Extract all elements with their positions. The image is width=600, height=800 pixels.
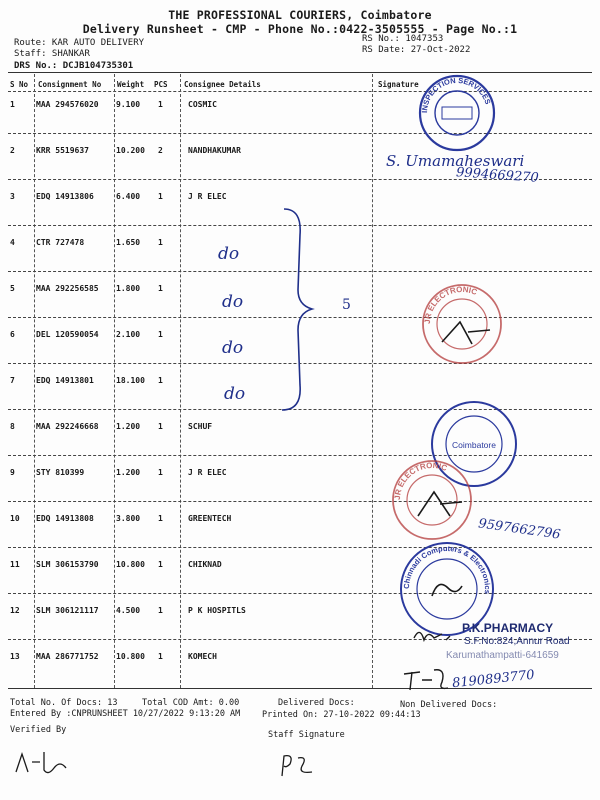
entered-by: Entered By :CNPRUNSHEET 10/27/2022 9:13:20 AM: [10, 709, 241, 719]
row-weight: 1.800: [116, 284, 141, 293]
col-weight: Weight: [117, 80, 145, 89]
row-consignee: SCHUF: [188, 422, 213, 431]
pk-pharmacy-stamp-name: P.K.PHARMACY: [462, 621, 554, 635]
row-consignee: P K HOSPITLS: [188, 606, 246, 615]
row-divider: [8, 593, 592, 594]
row-weight: 10.200: [116, 146, 145, 155]
row-pcs: 1: [158, 652, 163, 661]
col-signature: Signature: [378, 80, 419, 89]
table-row: [8, 560, 592, 605]
row-consignment: EDQ 14913801: [36, 376, 94, 385]
row-consignee: COSMIC: [188, 100, 217, 109]
ditto-mark: do: [218, 244, 240, 264]
printed-on: Printed On: 27-10-2022 09:44:13: [262, 710, 421, 720]
row-pcs: 1: [158, 606, 163, 615]
row-weight: 3.800: [116, 514, 141, 523]
verified-by-label: Verified By: [10, 725, 67, 735]
pk-pharmacy-stamp-area: Karumathampatti-641659: [446, 650, 559, 661]
staff-signature: [278, 752, 322, 780]
col-consignee: Consignee Details: [184, 80, 261, 89]
row-sno: 12: [10, 606, 20, 615]
svg-text:JR ELECTRONIC: [393, 461, 449, 500]
row-pcs: 1: [158, 284, 163, 293]
row-sno: 2: [10, 146, 15, 155]
row-weight: 6.400: [116, 192, 141, 201]
col-consignment: Consignment No: [38, 80, 102, 89]
stamp-text: JR ELECTRONIC: [392, 460, 449, 501]
rs-date: RS Date: 27-Oct-2022: [362, 45, 471, 55]
svg-text:INSPECTION SERVICES: [420, 76, 493, 113]
curly-brace-mark: [280, 205, 320, 415]
document-subtitle: Delivery Runsheet - CMP - Phone No.:0422-3505555 - Page No.:1: [82, 22, 518, 36]
row-consignment: MAA 294576020: [36, 100, 99, 109]
row-weight: 10.800: [116, 560, 145, 569]
handwritten-signature-name: S. Umamaheswari: [386, 152, 525, 170]
verifier-signature: [14, 748, 74, 778]
row-consignee: GREENTECH: [188, 514, 232, 523]
row-consignment: MAA 292256585: [36, 284, 99, 293]
inspection-stamp-seal: [418, 74, 496, 152]
col-pcs: PCS: [154, 80, 168, 89]
row-sno: 10: [10, 514, 20, 523]
row-weight: 1.650: [116, 238, 141, 247]
document-title: THE PROFESSIONAL COURIERS, Coimbatore: [168, 8, 432, 22]
row-weight: 1.200: [116, 422, 141, 431]
row-weight: 18.100: [116, 376, 145, 385]
ditto-mark: do: [224, 384, 246, 404]
row-divider: [8, 547, 592, 548]
row-consignee: NANDHAKUMAR: [188, 146, 241, 155]
row-consignment: SLM 306153790: [36, 560, 99, 569]
row-pcs: 1: [158, 330, 163, 339]
row-sno: 9: [10, 468, 15, 477]
col-sno: S No: [10, 80, 29, 89]
row-weight: 9.100: [116, 100, 141, 109]
row-sno: 8: [10, 422, 15, 431]
row-weight: 2.100: [116, 330, 141, 339]
row-pcs: 1: [158, 192, 163, 201]
row-sno: 4: [10, 238, 15, 247]
row-pcs: 1: [158, 100, 163, 109]
row-consignee: KOMECH: [188, 652, 217, 661]
bracket-count: 5: [342, 297, 351, 313]
row-pcs: 1: [158, 468, 163, 477]
row-consignment: KRR 5519637: [36, 146, 89, 155]
row-weight: 1.200: [116, 468, 141, 477]
row-consignee: CHIKNAD: [188, 560, 222, 569]
row-sno: 7: [10, 376, 15, 385]
row-weight: 10.800: [116, 652, 145, 661]
row-consignment: EDQ 14913806: [36, 192, 94, 201]
row-sno: 13: [10, 652, 20, 661]
stamp-text: JR ELECTRONIC: [422, 284, 479, 325]
jr-elec-stamp-seal: [420, 282, 504, 366]
row-consignee: J R ELEC: [188, 192, 227, 201]
row-consignment: MAA 286771752: [36, 652, 99, 661]
handwritten-phone: 9994669270: [455, 165, 540, 186]
pk-pharmacy-stamp-address: S.F.No:824,Annur Road: [464, 636, 570, 647]
row-sno: 6: [10, 330, 15, 339]
stamp-text: Coimbatore: [452, 440, 496, 450]
stamp-text: Chinnadi Computers & Electronics: [401, 543, 493, 595]
row-divider: [8, 133, 592, 134]
drs-number: DRS No.: DCJB104735301: [14, 61, 134, 71]
stamp-text: INSPECTION SERVICES: [419, 75, 493, 114]
handwritten-signature-mark: [412, 624, 462, 646]
row-divider: [8, 501, 592, 502]
row-pcs: 1: [158, 514, 163, 523]
ditto-mark: do: [222, 292, 244, 312]
staff-signature-label: Staff Signature: [268, 730, 345, 740]
column-header-divider: [8, 91, 592, 92]
row-consignment: CTR 727478: [36, 238, 85, 247]
row-pcs: 1: [158, 560, 163, 569]
row-sno: 5: [10, 284, 15, 293]
staff-info: Staff: SHANKAR: [14, 49, 90, 59]
header-divider: [8, 72, 592, 73]
handwritten-phone: 9597662796: [477, 516, 562, 543]
row-consignment: STY 810399: [36, 468, 85, 477]
ditto-mark: do: [222, 338, 244, 358]
table-bottom-divider: [8, 688, 592, 689]
row-pcs: 1: [158, 238, 163, 247]
row-consignee: J R ELEC: [188, 468, 227, 477]
non-delivered-docs: Non Delivered Docs:: [400, 700, 498, 710]
row-sno: 1: [10, 100, 15, 109]
row-consignment: MAA 292246668: [36, 422, 99, 431]
row-weight: 4.500: [116, 606, 141, 615]
row-pcs: 1: [158, 422, 163, 431]
delivered-docs: Delivered Docs:: [278, 698, 355, 708]
row-consignment: DEL 120590054: [36, 330, 99, 339]
row-consignment: EDQ 14913808: [36, 514, 94, 523]
handwritten-signature-mark: [402, 664, 454, 692]
handwritten-phone: 8190893770: [451, 667, 536, 692]
row-sno: 11: [10, 560, 20, 569]
total-docs: Total No. Of Docs: 13: [10, 698, 118, 708]
table-row: [8, 100, 592, 145]
svg-text:JR ELECTRONIC: [423, 285, 479, 324]
row-sno: 3: [10, 192, 15, 201]
route-info: Route: KAR AUTO DELIVERY: [14, 38, 145, 48]
total-cod: Total COD Amt: 0.00: [142, 698, 240, 708]
row-pcs: 1: [158, 376, 163, 385]
row-pcs: 2: [158, 146, 163, 155]
row-consignment: SLM 306121117: [36, 606, 99, 615]
rs-number: RS No.: 1047353: [362, 34, 444, 44]
jr-elec-stamp-seal: [390, 458, 474, 542]
